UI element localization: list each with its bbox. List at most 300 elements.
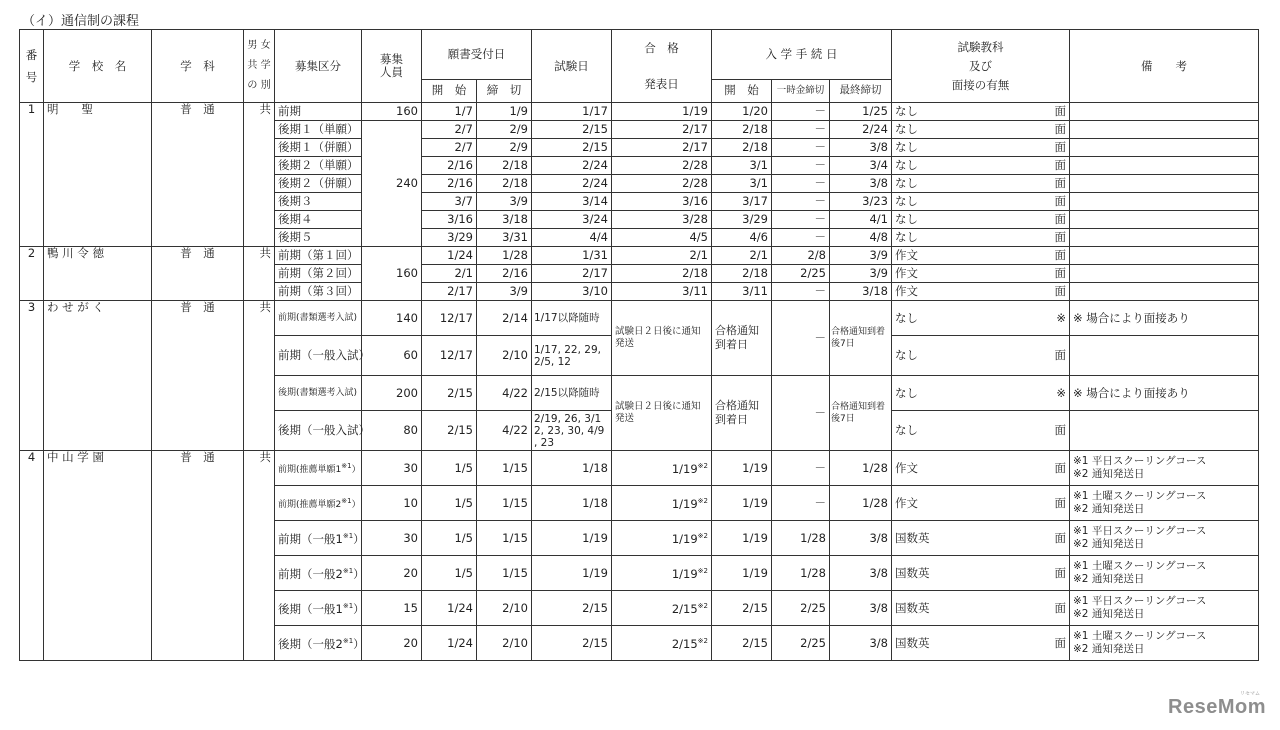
- notes-cell: [1070, 247, 1259, 265]
- interview-mark: 面: [1054, 530, 1066, 545]
- category-cell: [275, 626, 365, 661]
- footnote-mark: ※2: [697, 462, 708, 471]
- ex-cell: 3/14: [532, 193, 612, 211]
- note-line: ※1 平日スクーリングコース: [1073, 595, 1207, 607]
- interview-mark: 面: [1054, 600, 1066, 615]
- resemom-logo: ReseMom リセマム: [1168, 691, 1266, 718]
- ef-cell: 3/9: [830, 247, 892, 265]
- subjects-cell: [892, 626, 1070, 661]
- header-subjects: 試験教科 及び 面接の有無: [892, 30, 1070, 103]
- footnote-mark: ※2: [697, 602, 708, 611]
- interview-mark: 面: [1054, 248, 1066, 262]
- category-cell: 前期(書類選考入試): [275, 301, 362, 336]
- subject-text: なし: [895, 230, 918, 244]
- es-cell: 1/19: [712, 521, 772, 556]
- pass-cell: [612, 591, 712, 626]
- subjects-cell: [892, 301, 1070, 336]
- ep-cell: －: [772, 229, 830, 247]
- capacity-cell: 240: [362, 121, 422, 247]
- pass-cell: 3/16: [612, 193, 712, 211]
- ex-cell: 2/15: [532, 591, 612, 626]
- interview-mark: 面: [1054, 230, 1066, 244]
- as-cell: 2/16: [422, 157, 477, 175]
- subjects-cell: [892, 451, 1070, 486]
- interview-mark: 面: [1054, 176, 1066, 190]
- notes-cell: [1070, 591, 1259, 626]
- interview-mark: 面: [1054, 635, 1066, 650]
- ep-cell: 2/25: [772, 265, 830, 283]
- school-name: わ せ が く: [44, 301, 152, 451]
- interview-mark: 面: [1054, 122, 1066, 136]
- header-enroll-start: 開 始: [712, 79, 772, 102]
- as-cell: 1/5: [422, 556, 477, 591]
- category-text: 前期（一般2: [278, 566, 343, 581]
- pass-date: 1/19: [671, 531, 698, 546]
- ae-cell: 3/18: [477, 211, 532, 229]
- note-line: ※2 通知発送日: [1073, 608, 1145, 620]
- notes-cell: [1070, 486, 1259, 521]
- subjects-cell: [892, 556, 1070, 591]
- note-line: ※1 土曜スクーリングコース: [1073, 630, 1207, 642]
- pass-cell: 3/11: [612, 283, 712, 301]
- cap-cell: 15: [362, 591, 422, 626]
- category-cell: 後期２（単願）: [275, 157, 362, 175]
- category-cell: 前期（第２回）: [275, 265, 362, 283]
- ex-cell: 2/17: [532, 265, 612, 283]
- ae-cell: 2/16: [477, 265, 532, 283]
- note-line: ※1 土曜スクーリングコース: [1073, 490, 1207, 502]
- ef-cell: 1/28: [830, 451, 892, 486]
- notes-cell: [1070, 626, 1259, 661]
- pass-cell: 試験日２日後に通知発送: [612, 376, 712, 451]
- ex-cell: 1/17以降随時: [532, 301, 612, 336]
- note-line: ※2 通知発送日: [1073, 538, 1145, 550]
- es-cell: 3/29: [712, 211, 772, 229]
- category-text: 前期（一般1: [278, 531, 343, 546]
- category-cell: 前期（一般入試）: [275, 336, 362, 376]
- notes-cell: [1070, 175, 1259, 193]
- es-cell: 1/19: [712, 451, 772, 486]
- capacity-cell: 160: [362, 247, 422, 301]
- as-cell: 1/5: [422, 486, 477, 521]
- note-line: ※1 平日スクーリングコース: [1073, 455, 1207, 467]
- ae-cell: 3/9: [477, 193, 532, 211]
- ef-cell: 3/9: [830, 265, 892, 283]
- school-name: 明 聖: [44, 103, 152, 247]
- ep-cell: －: [772, 175, 830, 193]
- ep-cell: 2/8: [772, 247, 830, 265]
- note-line: ※1 平日スクーリングコース: [1073, 525, 1207, 537]
- es-cell: 2/18: [712, 121, 772, 139]
- category-close: ）: [353, 566, 365, 581]
- school-dept: 普 通: [152, 301, 244, 451]
- subject-text: なし: [895, 158, 918, 172]
- capacity-cell: 200: [362, 376, 422, 411]
- note-line: ※2 通知発送日: [1073, 503, 1145, 515]
- as-cell: 1/24: [422, 247, 477, 265]
- school-name: 鴨 川 令 徳: [44, 247, 152, 301]
- category-text: 前期(推薦単願2: [278, 499, 342, 510]
- es-cell: 3/1: [712, 175, 772, 193]
- note-line: ※1 土曜スクーリングコース: [1073, 560, 1207, 572]
- note-line: ※2 通知発送日: [1073, 643, 1145, 655]
- ae-cell: 4/22: [477, 376, 532, 411]
- ex-cell: 1/17, 22, 29, 2/5, 12: [532, 336, 612, 376]
- ae-cell: 1/9: [477, 103, 532, 121]
- ep-cell: －: [772, 103, 830, 121]
- ep-cell: －: [772, 193, 830, 211]
- header-category: 募集区分: [275, 30, 362, 103]
- header-row-1: [20, 30, 1259, 80]
- ep-cell: 1/28: [772, 556, 830, 591]
- ef-cell: 3/8: [830, 139, 892, 157]
- ef-cell: 3/8: [830, 556, 892, 591]
- interview-mark: 面: [1054, 565, 1066, 580]
- ex-cell: 3/10: [532, 283, 612, 301]
- ex-cell: 2/15: [532, 121, 612, 139]
- pass-cell: 2/17: [612, 121, 712, 139]
- admission-schedule-table: [19, 29, 1259, 661]
- category-cell: 後期（一般入試）: [275, 411, 362, 451]
- es-cell: 3/17: [712, 193, 772, 211]
- pass-cell: [612, 521, 712, 556]
- notes-cell: [1070, 265, 1259, 283]
- subject-text: 作文: [895, 284, 918, 298]
- pass-date: 1/19: [671, 461, 698, 476]
- interview-mark: 面: [1054, 495, 1066, 510]
- as-cell: 3/16: [422, 211, 477, 229]
- notes-cell: [1070, 336, 1259, 376]
- subject-text: 作文: [895, 248, 918, 262]
- ae-cell: 2/9: [477, 121, 532, 139]
- notes-cell: [1070, 283, 1259, 301]
- pass-cell: 2/18: [612, 265, 712, 283]
- es-cell: 合格通知到着日: [712, 301, 772, 376]
- es-cell: 2/18: [712, 265, 772, 283]
- footnote-mark: ※2: [697, 532, 708, 541]
- as-cell: 12/17: [422, 301, 477, 336]
- category-cell: [275, 521, 365, 556]
- subject-text: 作文: [895, 266, 918, 280]
- ae-cell: 1/15: [477, 451, 532, 486]
- category-close: ）: [353, 531, 365, 546]
- capacity-cell: 140: [362, 301, 422, 336]
- es-cell: 2/18: [712, 139, 772, 157]
- subjects-cell: [892, 175, 1070, 193]
- as-cell: 2/15: [422, 411, 477, 451]
- pass-cell: [612, 486, 712, 521]
- subjects-cell: [892, 193, 1070, 211]
- subject-text: なし: [895, 140, 918, 154]
- es-cell: 4/6: [712, 229, 772, 247]
- category-cell: 前期: [275, 103, 362, 121]
- subject-text: 作文: [895, 460, 918, 475]
- subjects-cell: [892, 139, 1070, 157]
- notes-cell: [1070, 139, 1259, 157]
- subjects-cell: [892, 376, 1070, 411]
- subject-text: なし: [895, 104, 918, 118]
- category-cell: 後期２（併願）: [275, 175, 362, 193]
- header-enroll-partial: 一時金締切: [772, 79, 830, 102]
- capacity-cell: 160: [362, 103, 422, 121]
- interview-mark: 面: [1054, 423, 1066, 437]
- school-coed: 共: [244, 451, 275, 661]
- interview-mark: ※: [1056, 385, 1066, 400]
- pass-date: 2/15: [671, 636, 698, 651]
- ae-cell: 2/10: [477, 336, 532, 376]
- category-cell: [275, 486, 362, 521]
- header-application: 願書受付日: [422, 30, 532, 80]
- pass-date: 1/19: [671, 566, 698, 581]
- ef-cell: 1/28: [830, 486, 892, 521]
- cap-cell: 30: [362, 521, 422, 556]
- as-cell: 2/1: [422, 265, 477, 283]
- category-cell: 後期１（併願）: [275, 139, 362, 157]
- ef-cell: 1/25: [830, 103, 892, 121]
- interview-mark: 面: [1054, 212, 1066, 226]
- as-cell: 12/17: [422, 336, 477, 376]
- ae-cell: 1/15: [477, 556, 532, 591]
- header-notes: 備 考: [1070, 30, 1259, 103]
- ef-cell: 3/8: [830, 175, 892, 193]
- es-cell: 2/1: [712, 247, 772, 265]
- footnote-mark: ※1: [342, 602, 354, 611]
- header-pass: 合 格 発表日: [612, 30, 712, 103]
- subject-text: 国数英: [895, 600, 930, 615]
- ex-cell: 2/24: [532, 175, 612, 193]
- school-name: 中 山 学 園: [44, 451, 152, 661]
- cap-cell: 30: [362, 451, 422, 486]
- subject-text: なし: [895, 310, 918, 325]
- subject-text: なし: [895, 385, 918, 400]
- ex-cell: 2/19, 26, 3/1 2, 23, 30, 4/9 , 23: [532, 411, 612, 451]
- notes-cell: [1070, 121, 1259, 139]
- school-dept: 普 通: [152, 103, 244, 247]
- pass-cell: [612, 626, 712, 661]
- subjects-cell: [892, 486, 1070, 521]
- ae-cell: 2/14: [477, 301, 532, 336]
- notes-cell: [1070, 229, 1259, 247]
- table-row: [20, 301, 1259, 336]
- ef-cell: 3/8: [830, 591, 892, 626]
- category-close: ）: [353, 601, 365, 616]
- subject-text: 国数英: [895, 565, 930, 580]
- header-coed: 男 女 共 学 の 別: [244, 30, 275, 103]
- ex-cell: 1/19: [532, 521, 612, 556]
- ex-cell: 1/18: [532, 486, 612, 521]
- header-capacity: 募集 人員: [362, 30, 422, 103]
- subject-text: なし: [895, 176, 918, 190]
- ep-cell: －: [772, 139, 830, 157]
- footnote-mark: ※2: [697, 567, 708, 576]
- ae-cell: 2/18: [477, 175, 532, 193]
- ex-cell: 3/24: [532, 211, 612, 229]
- es-cell: 1/20: [712, 103, 772, 121]
- ex-cell: 4/4: [532, 229, 612, 247]
- notes-cell: [1070, 103, 1259, 121]
- es-cell: 2/15: [712, 626, 772, 661]
- pass-cell: 2/1: [612, 247, 712, 265]
- table-row: [20, 451, 1259, 486]
- interview-mark: 面: [1054, 140, 1066, 154]
- notes-cell: [1070, 521, 1259, 556]
- pass-cell: [612, 451, 712, 486]
- es-cell: 3/1: [712, 157, 772, 175]
- ex-cell: 2/15: [532, 626, 612, 661]
- ef-cell: 3/8: [830, 521, 892, 556]
- table-row: [20, 247, 1259, 265]
- school-coed: 共: [244, 103, 275, 247]
- interview-mark: 面: [1054, 284, 1066, 298]
- pass-date: 1/19: [671, 496, 698, 511]
- as-cell: 3/7: [422, 193, 477, 211]
- subjects-cell: [892, 265, 1070, 283]
- ae-cell: 3/9: [477, 283, 532, 301]
- interview-mark: 面: [1054, 460, 1066, 475]
- category-cell: [275, 451, 362, 486]
- as-cell: 1/24: [422, 591, 477, 626]
- as-cell: 2/16: [422, 175, 477, 193]
- pass-cell: 2/17: [612, 139, 712, 157]
- ef-cell: 3/18: [830, 283, 892, 301]
- ef-cell: 3/4: [830, 157, 892, 175]
- ep-cell: 2/25: [772, 591, 830, 626]
- subject-text: なし: [895, 194, 918, 208]
- category-cell: 前期（第３回）: [275, 283, 362, 301]
- subject-text: なし: [895, 423, 918, 437]
- es-cell: 1/19: [712, 556, 772, 591]
- as-cell: 1/7: [422, 103, 477, 121]
- ep-cell: －: [772, 376, 830, 451]
- ep-cell: －: [772, 283, 830, 301]
- notes-cell: ※ 場合により面接あり: [1070, 376, 1259, 411]
- school-number: 2: [20, 247, 44, 301]
- pass-cell: 4/5: [612, 229, 712, 247]
- footnote-mark: ※1: [342, 532, 354, 541]
- ep-cell: －: [772, 451, 830, 486]
- ex-cell: 2/15: [532, 139, 612, 157]
- notes-cell: [1070, 157, 1259, 175]
- as-cell: 3/29: [422, 229, 477, 247]
- subject-text: なし: [895, 122, 918, 136]
- interview-mark: 面: [1054, 194, 1066, 208]
- cap-cell: 20: [362, 626, 422, 661]
- es-cell: 合格通知到着日: [712, 376, 772, 451]
- as-cell: 2/17: [422, 283, 477, 301]
- pass-date: 2/15: [671, 601, 698, 616]
- pass-cell: 3/28: [612, 211, 712, 229]
- school-dept: 普 通: [152, 247, 244, 301]
- ae-cell: 2/9: [477, 139, 532, 157]
- header-enroll-final: 最終締切: [830, 79, 892, 102]
- category-close: ）: [351, 499, 361, 510]
- footnote-mark: ※1: [341, 496, 352, 505]
- subjects-cell: [892, 247, 1070, 265]
- ae-cell: 1/15: [477, 486, 532, 521]
- interview-mark: 面: [1054, 158, 1066, 172]
- section-title: （イ）通信制の課程: [22, 14, 140, 29]
- pass-cell: 1/19: [612, 103, 712, 121]
- subjects-cell: [892, 121, 1070, 139]
- as-cell: 2/7: [422, 139, 477, 157]
- header-app-start: 開 始: [422, 79, 477, 102]
- as-cell: 1/5: [422, 451, 477, 486]
- category-cell: [275, 556, 365, 591]
- subjects-cell: [892, 103, 1070, 121]
- ep-cell: －: [772, 486, 830, 521]
- category-close: ）: [353, 636, 365, 651]
- cap-cell: 10: [362, 486, 422, 521]
- as-cell: 1/24: [422, 626, 477, 661]
- subjects-cell: [892, 521, 1070, 556]
- es-cell: 2/15: [712, 591, 772, 626]
- ep-cell: －: [772, 211, 830, 229]
- ef-cell: 2/24: [830, 121, 892, 139]
- es-cell: 3/11: [712, 283, 772, 301]
- notes-cell: [1070, 556, 1259, 591]
- ex-cell: 1/17: [532, 103, 612, 121]
- interview-mark: ※: [1056, 310, 1066, 325]
- category-cell: 後期１（単願）: [275, 121, 362, 139]
- category-cell: 後期４: [275, 211, 362, 229]
- ef-cell: 4/8: [830, 229, 892, 247]
- ae-cell: 4/22: [477, 411, 532, 451]
- ex-cell: 1/31: [532, 247, 612, 265]
- ef-cell: 4/1: [830, 211, 892, 229]
- pass-cell: [612, 556, 712, 591]
- ef-cell: 合格通知到着後7日: [830, 376, 892, 451]
- ae-cell: 1/28: [477, 247, 532, 265]
- ex-cell: 1/18: [532, 451, 612, 486]
- ep-cell: 2/25: [772, 626, 830, 661]
- subjects-cell: [892, 411, 1070, 451]
- subject-text: 国数英: [895, 635, 930, 650]
- note-line: ※2 通知発送日: [1073, 468, 1145, 480]
- category-cell: [275, 591, 365, 626]
- ep-cell: －: [772, 157, 830, 175]
- ef-cell: 3/8: [830, 626, 892, 661]
- ef-cell: 3/23: [830, 193, 892, 211]
- category-cell: 後期５: [275, 229, 362, 247]
- as-cell: 2/15: [422, 376, 477, 411]
- ex-cell: 2/24: [532, 157, 612, 175]
- category-cell: 後期(書類選考入試): [275, 376, 362, 411]
- footnote-mark: ※1: [342, 637, 354, 646]
- header-exam: 試験日: [532, 30, 612, 103]
- interview-mark: 面: [1054, 348, 1066, 362]
- subjects-cell: [892, 283, 1070, 301]
- subject-text: なし: [895, 348, 918, 362]
- subject-text: なし: [895, 212, 918, 226]
- header-number: 番 号: [20, 30, 44, 103]
- school-number: 4: [20, 451, 44, 661]
- header-school: 学 校 名: [44, 30, 152, 103]
- footnote-mark: ※1: [341, 461, 352, 470]
- pass-cell: 試験日２日後に通知発送: [612, 301, 712, 376]
- category-close: ）: [351, 464, 361, 475]
- footnote-mark: ※1: [342, 567, 354, 576]
- interview-mark: 面: [1054, 266, 1066, 280]
- subjects-cell: [892, 336, 1070, 376]
- notes-cell: [1070, 211, 1259, 229]
- as-cell: 1/5: [422, 521, 477, 556]
- notes-cell: [1070, 193, 1259, 211]
- cap-cell: 20: [362, 556, 422, 591]
- notes-cell: [1070, 451, 1259, 486]
- subjects-cell: [892, 229, 1070, 247]
- header-app-end: 締 切: [477, 79, 532, 102]
- as-cell: 2/7: [422, 121, 477, 139]
